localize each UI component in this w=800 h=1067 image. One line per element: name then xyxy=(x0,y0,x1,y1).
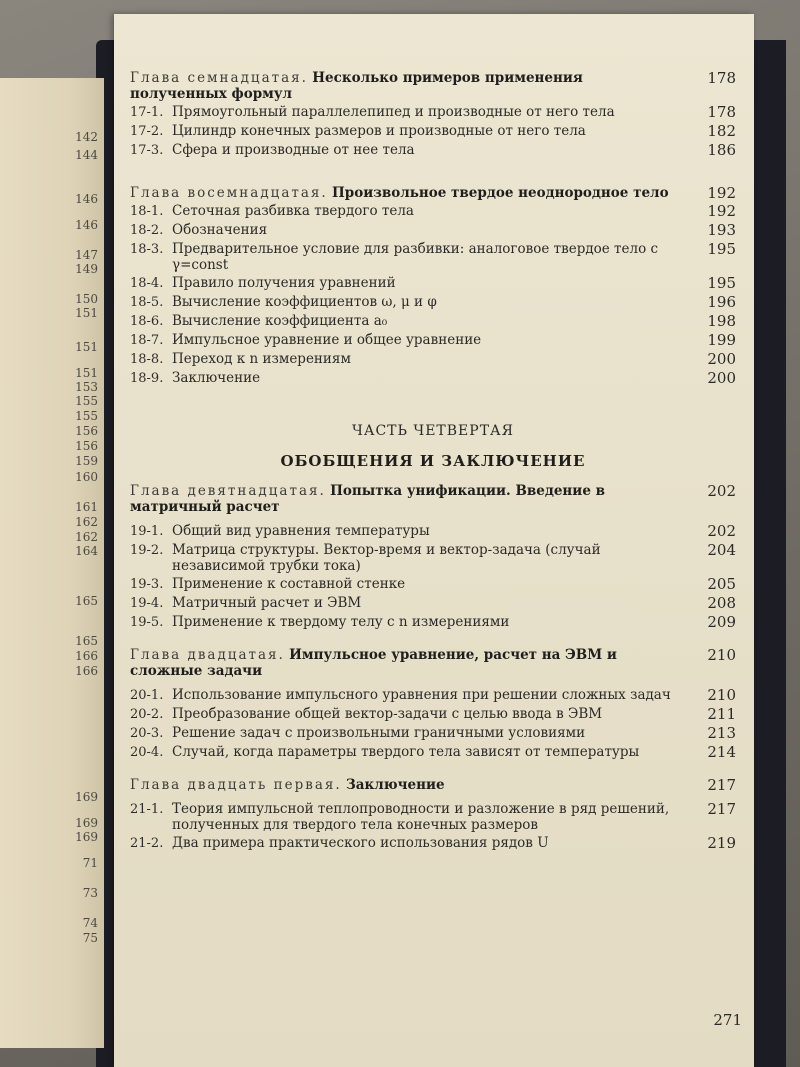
section-code: 19-5. xyxy=(130,615,164,630)
left-page-number: 165 xyxy=(75,634,98,648)
section-code: 20-2. xyxy=(130,707,164,722)
toc-entry xyxy=(130,313,736,330)
section-title: Преобразование общей вектор-задачи с целью ввода в ЭВМ xyxy=(172,706,603,722)
section-code: 21-2. xyxy=(130,836,164,851)
toc-entry xyxy=(130,294,736,311)
section-title: Вычисление коэффициента a₀ xyxy=(172,313,388,329)
left-page-number: 73 xyxy=(82,886,98,900)
toc-entry xyxy=(130,523,736,540)
page-number: 182 xyxy=(707,122,736,140)
page-number: 211 xyxy=(707,705,736,723)
section-title: Предварительное условие для разбивки: аналоговое твердое тело с γ=const xyxy=(172,241,659,273)
section-title: Сфера и производные от нее тела xyxy=(172,142,415,158)
section-code: 18-1. xyxy=(130,204,164,219)
section-title: Переход к n измерениям xyxy=(172,351,351,367)
page-number: 204 xyxy=(707,541,736,559)
section-title: Применение к составной стенке xyxy=(172,576,406,592)
toc-entry xyxy=(130,142,736,159)
left-page-number: 162 xyxy=(75,515,98,529)
page-number: 200 xyxy=(707,350,736,368)
section-title: Матричный расчет и ЭВМ xyxy=(172,595,362,611)
page-number: 178 xyxy=(707,69,736,87)
left-page-number: 147 xyxy=(75,248,98,262)
part-title: ОБОБЩЕНИЯ И ЗАКЛЮЧЕНИЕ xyxy=(280,452,586,470)
toc-entry xyxy=(130,203,736,220)
section-code: 17-1. xyxy=(130,105,164,120)
section-code: 20-1. xyxy=(130,688,164,703)
page-number: 210 xyxy=(707,686,736,704)
toc-entry xyxy=(130,614,736,631)
toc-entry xyxy=(130,123,736,140)
chapter-title: Попытка унификации. Введение в матричный расчет xyxy=(130,483,605,515)
toc-entry xyxy=(130,241,736,273)
toc-entry xyxy=(130,332,736,349)
section-code: 19-1. xyxy=(130,524,164,539)
section-code: 20-3. xyxy=(130,726,164,741)
left-page-number: 165 xyxy=(75,594,98,608)
page-number: 217 xyxy=(707,776,736,794)
left-page-number: 166 xyxy=(75,664,98,678)
page-number: 195 xyxy=(707,274,736,292)
page-number: 205 xyxy=(707,575,736,593)
section-code: 18-5. xyxy=(130,295,164,310)
toc-entry xyxy=(130,104,736,121)
page-number: 210 xyxy=(707,646,736,664)
toc-entry xyxy=(130,576,736,593)
toc-chapter xyxy=(130,777,736,793)
toc-entry xyxy=(130,835,736,852)
section-code: 18-4. xyxy=(130,276,164,291)
toc-chapter xyxy=(130,647,736,679)
page-number: 196 xyxy=(707,293,736,311)
left-page-number: 71 xyxy=(82,856,98,870)
section-title: Цилиндр конечных размеров и производные от него тела xyxy=(172,123,586,139)
toc-chapter xyxy=(130,483,736,515)
section-title: Заключение xyxy=(172,370,261,386)
section-title: Прямоугольный параллелепипед и производные от него тела xyxy=(172,104,615,120)
table-of-contents xyxy=(130,70,736,852)
section-code: 17-2. xyxy=(130,124,164,139)
left-page-number: 151 xyxy=(75,366,98,380)
section-title: Общий вид уравнения температуры xyxy=(172,523,430,539)
section-code: 18-8. xyxy=(130,352,164,367)
left-page-number: 142 xyxy=(75,130,98,144)
section-code: 18-3. xyxy=(130,242,164,257)
left-page-number: 156 xyxy=(75,424,98,438)
page-number: 209 xyxy=(707,613,736,631)
page-number: 214 xyxy=(707,743,736,761)
left-page-number: 162 xyxy=(75,530,98,544)
toc-entry xyxy=(130,275,736,292)
toc-entry xyxy=(130,542,736,574)
toc-entry xyxy=(130,370,736,387)
section-code: 18-7. xyxy=(130,333,164,348)
page-number: 202 xyxy=(707,522,736,540)
chapter-title: Несколько примеров применения полученных формул xyxy=(130,70,583,102)
section-title: Сеточная разбивка твердого тела xyxy=(172,203,414,219)
section-code: 21-1. xyxy=(130,802,164,817)
toc-entry xyxy=(130,801,736,833)
section-code: 19-4. xyxy=(130,596,164,611)
section-title: Теория импульсной теплопроводности и разложение в ряд решений, полученных для твердого тела конечных размеров xyxy=(172,801,670,833)
chapter-label: Глава девятнадцатая. xyxy=(130,483,326,499)
toc-entry xyxy=(130,725,736,742)
left-page-number: 146 xyxy=(75,218,98,232)
page-number: 186 xyxy=(707,141,736,159)
chapter-label: Глава семнадцатая. xyxy=(130,70,308,86)
section-title: Два примера практического использования рядов U xyxy=(172,835,549,851)
chapter-label: Глава двадцатая. xyxy=(130,647,285,663)
left-page-number: 156 xyxy=(75,439,98,453)
left-page-number: 150 xyxy=(75,292,98,306)
left-page-number: 169 xyxy=(75,830,98,844)
section-code: 18-2. xyxy=(130,223,164,238)
left-page-number: 149 xyxy=(75,262,98,276)
left-page-number: 164 xyxy=(75,544,98,558)
page-number: 199 xyxy=(707,331,736,349)
chapter-label: Глава восемнадцатая. xyxy=(130,185,328,201)
page-number: 200 xyxy=(707,369,736,387)
left-page-number: 155 xyxy=(75,394,98,408)
page-number: 195 xyxy=(707,240,736,258)
section-code: 17-3. xyxy=(130,143,164,158)
chapter-title: Заключение xyxy=(346,777,445,793)
section-code: 19-2. xyxy=(130,543,164,558)
left-page-number: 74 xyxy=(82,916,98,930)
section-code: 18-6. xyxy=(130,314,164,329)
section-title: Вычисление коэффициентов ω, μ и φ xyxy=(172,294,437,310)
section-title: Импульсное уравнение и общее уравнение xyxy=(172,332,482,348)
page-number: 178 xyxy=(707,103,736,121)
page-number: 213 xyxy=(707,724,736,742)
page-number: 219 xyxy=(707,834,736,852)
left-page-number: 169 xyxy=(75,790,98,804)
section-code: 18-9. xyxy=(130,371,164,386)
left-page-number: 153 xyxy=(75,380,98,394)
toc-entry xyxy=(130,744,736,761)
toc-entry xyxy=(130,706,736,723)
left-page-number: 146 xyxy=(75,192,98,206)
chapter-label: Глава двадцать первая. xyxy=(130,777,342,793)
page-number: 193 xyxy=(707,221,736,239)
left-page-number: 151 xyxy=(75,340,98,354)
left-page-number: 169 xyxy=(75,816,98,830)
left-page-number: 166 xyxy=(75,649,98,663)
page-number: 192 xyxy=(707,202,736,220)
section-title: Решение задач с произвольными граничными условиями xyxy=(172,725,586,741)
left-page-number: 159 xyxy=(75,454,98,468)
section-title: Правило получения уравнений xyxy=(172,275,396,291)
section-title: Применение к твердому телу с n измерениями xyxy=(172,614,510,630)
left-page xyxy=(0,78,104,1048)
page-number: 217 xyxy=(707,800,736,818)
left-page-number: 151 xyxy=(75,306,98,320)
left-page-number: 75 xyxy=(82,931,98,945)
book-page-number: 271 xyxy=(713,1011,742,1029)
section-title: Случай, когда параметры твердого тела зависят от температуры xyxy=(172,744,640,760)
left-page-number: 144 xyxy=(75,148,98,162)
section-title: Матрица структуры. Вектор-время и вектор-задача (случай независимой трубки тока) xyxy=(172,542,601,574)
chapter-title: Импульсное уравнение, расчет на ЭВМ и сложные задачи xyxy=(130,647,617,679)
left-page-number: 160 xyxy=(75,470,98,484)
section-code: 19-3. xyxy=(130,577,164,592)
toc-entry xyxy=(130,351,736,368)
section-code: 20-4. xyxy=(130,745,164,760)
toc-chapter xyxy=(130,185,736,201)
toc-entry xyxy=(130,222,736,239)
page-number: 192 xyxy=(707,184,736,202)
page-number: 208 xyxy=(707,594,736,612)
toc-entry xyxy=(130,595,736,612)
toc-chapter xyxy=(130,70,736,102)
left-page-number: 161 xyxy=(75,500,98,514)
section-title: Обозначения xyxy=(172,222,268,238)
right-page xyxy=(114,14,754,1067)
page-number: 202 xyxy=(707,482,736,500)
chapter-title: Произвольное твердое неоднородное тело xyxy=(332,185,669,201)
toc-entry xyxy=(130,687,736,704)
section-title: Использование импульсного уравнения при решении сложных задач xyxy=(172,687,671,703)
left-page-number: 155 xyxy=(75,409,98,423)
part-label: ЧАСТЬ ЧЕТВЕРТАЯ xyxy=(352,423,514,439)
page-number: 198 xyxy=(707,312,736,330)
